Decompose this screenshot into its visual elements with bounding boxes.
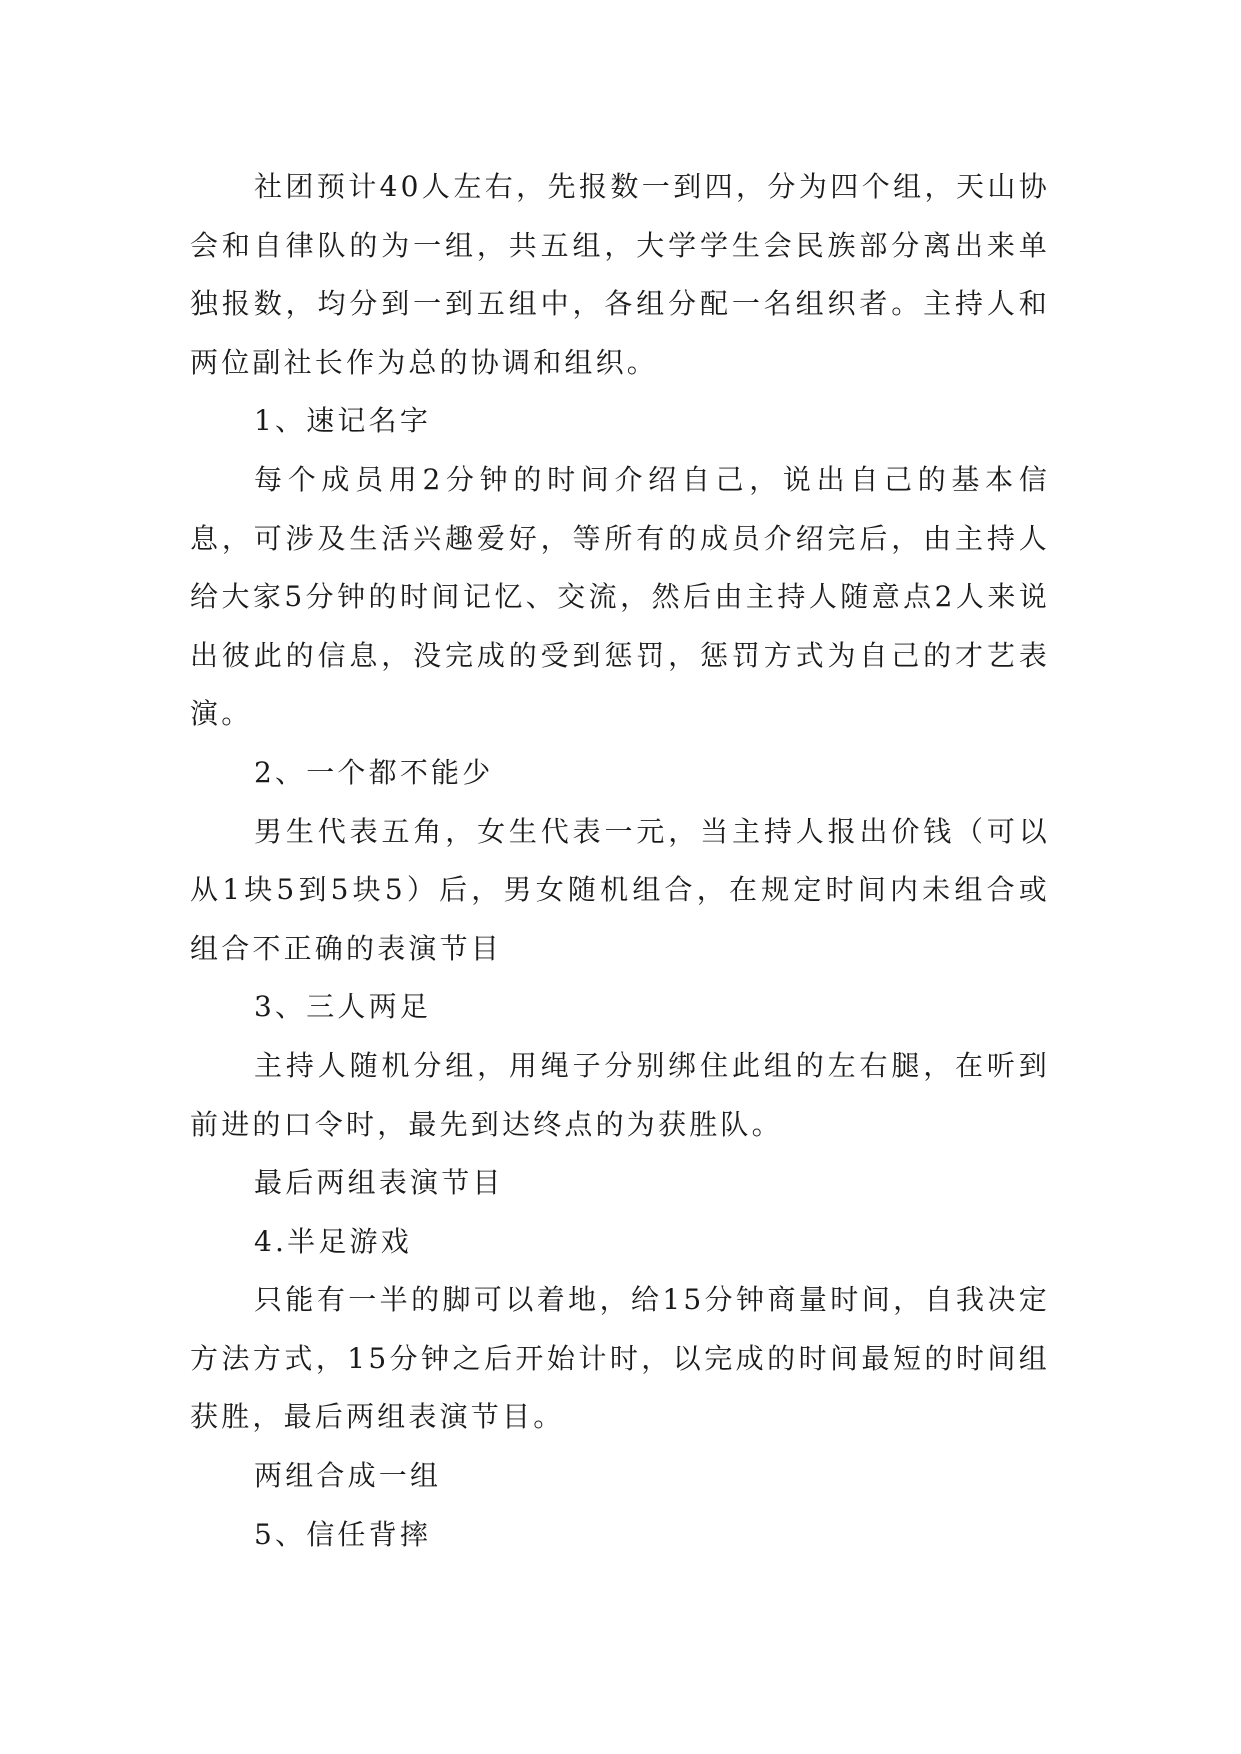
document-body (190, 158, 1050, 1564)
paragraph-1: 每个成员用2分钟的时间介绍自己，说出自己的基本信息，可涉及生活兴趣爱好，等所有的成员介绍完后，由主持人给大家5分钟的时间记忆、交流，然后由主持人随意点2人来说出彼此的信息，没完成的受到惩罚，惩罚方式为自己的才艺表演。 (190, 462, 1050, 731)
paragraph-4: 只能有一半的脚可以着地，给15分钟商量时间，自我决定方法方式，15分钟之后开始计时，以完成的时间最短的时间组获胜，最后两组表演节目。 (190, 1283, 1050, 1434)
section-heading-1: 1、速记名字 (254, 404, 432, 438)
paragraph-intro: 社团预计40人左右，先报数一到四，分为四个组，天山协会和自律队的为一组，共五组，大学学生会民族部分离出来单独报数，均分到一到五组中，各组分配一名组织者。主持人和两位副社长作为总的协调和组织。 (190, 170, 1050, 379)
paragraph-3: 主持人随机分组，用绳子分别绑住此组的左右腿，在听到前进的口令时，最先到达终点的为获胜队。 (190, 1048, 1050, 1141)
section-heading-4: 4.半足游戏 (254, 1224, 412, 1258)
section-heading-5: 5、信任背摔 (254, 1517, 432, 1551)
paragraph-2: 男生代表五角，女生代表一元，当主持人报出价钱（可以从1块5到5块5）后，男女随机组合，在规定时间内未组合或组合不正确的表演节目 (190, 814, 1050, 965)
paragraph-note-2: 两组合成一组 (254, 1459, 442, 1493)
section-heading-2: 2、一个都不能少 (254, 755, 494, 789)
paragraph-note-1: 最后两组表演节目 (254, 1166, 504, 1200)
section-heading-3: 3、三人两足 (254, 990, 432, 1024)
